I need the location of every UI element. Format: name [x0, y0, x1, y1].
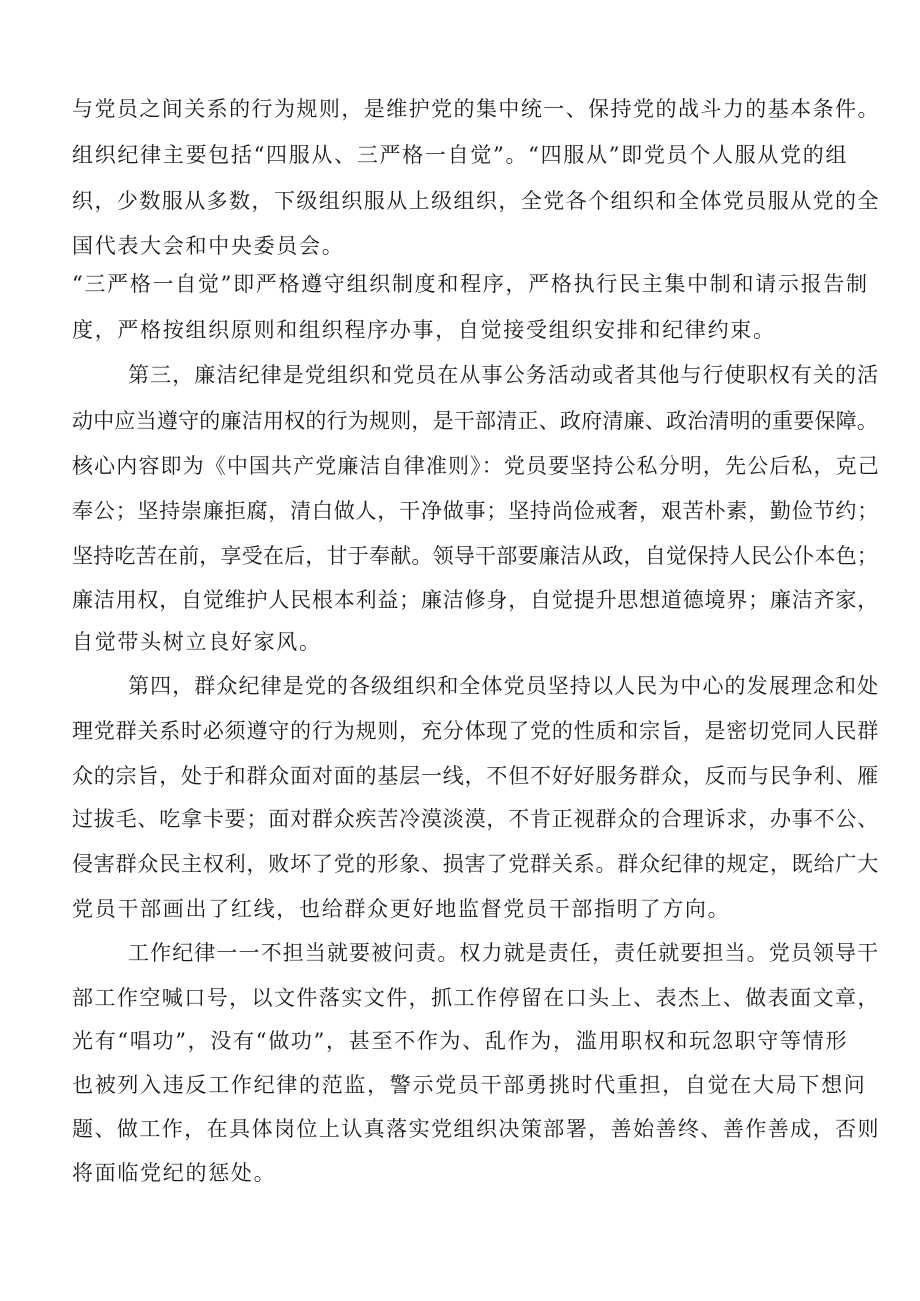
paragraph-start-line: 第三，廉洁纪律是党组织和党员在从事公务活动或者其他与行使职权有关的活 [128, 363, 880, 387]
text-line: 度，严格按组织原则和组织程序办事，自觉接受组织安排和纪律约束。 [72, 318, 776, 342]
text-line: 理党群关系时必须遵守的行为规则，充分体现了党的性质和宗旨，是密切党同人民群 [72, 719, 880, 743]
text-line: 坚持吃苦在前，享受在后，甘于奉献。领导干部要廉洁从政，自觉保持人民公仆本色； [72, 544, 879, 568]
text-line: 过拔毛、吃拿卡要；面对群众疾苦冷漠淡漠，不肯正视群众的合理诉求，办事不公、 [72, 807, 880, 831]
text-line: 廉洁用权，自觉维护人民根本利益；廉洁修身，自觉提升思想道德境界；廉洁齐家， [72, 588, 880, 612]
text-line: 自觉带头树立良好家风。 [72, 630, 322, 654]
text-line: 动中应当遵守的廉洁用权的行为规则，是干部清正、政府清廉、政治清明的重要保障。 [72, 409, 879, 433]
text-line: 组织纪律主要包括“四服从、三严格一自觉”。“四服从”即党员个人服从党的组 [72, 143, 849, 167]
text-line: 部工作空喊口号，以文件落实文件，抓工作停留在口头上、表杰上、做表面文章， [72, 986, 880, 1010]
text-line: “三严格一自觉”即严格遵守组织制度和程序，严格执行民主集中制和请示报告制 [72, 272, 869, 296]
text-line: 众的宗旨，处于和群众面对面的基层一线，不但不好好服务群众，反而与民争利、雁 [72, 764, 880, 788]
text-line: 光有“唱功”，没有“做功”，甚至不作为、乱作为，滥用职权和玩忽职守等情形 [72, 1029, 849, 1053]
text-line: 国代表大会和中央委员会。 [72, 234, 345, 258]
text-line: 核心内容即为《中国共产党廉洁自律准则》：党员要坚持公私分明，先公后私，克己 [72, 454, 880, 478]
text-line: 将面临党纪的惩处。 [72, 1161, 277, 1185]
text-line: 织，少数服从多数，下级组织服从上级组织，全党各个组织和全体党员服从党的全 [72, 189, 880, 213]
paragraph-start-line: 工作纪律一一不担当就要被问责。权力就是责任，责任就要担当。党员领导干 [128, 941, 880, 965]
text-line: 题、做工作，在具体岗位上认真落实党组织决策部署，善始善终、善作善成，否则 [72, 1117, 880, 1141]
text-line: 党员干部画出了红线，也给群众更好地监督党员干部指明了方向。 [72, 897, 731, 921]
text-line: 奉公；坚持崇廉拒腐，清白做人，干净做事；坚持尚俭戒奢，艰苦朴素，勤俭节约； [72, 499, 880, 523]
text-line: 侵害群众民主权利，败坏了党的形象、损害了党群关系。群众纪律的规定，既给广大 [72, 852, 880, 876]
text-line: 也被列入违反工作纪律的范监，警示党员干部勇挑时代重担，自觉在大局下想问 [72, 1073, 867, 1097]
paragraph-start-line: 第四，群众纪律是党的各级组织和全体党员坚持以人民为中心的发展理念和处 [128, 674, 880, 698]
text-line: 与党员之间关系的行为规则，是维护党的集中统一、保持党的战斗力的基本条件。 [72, 97, 880, 121]
